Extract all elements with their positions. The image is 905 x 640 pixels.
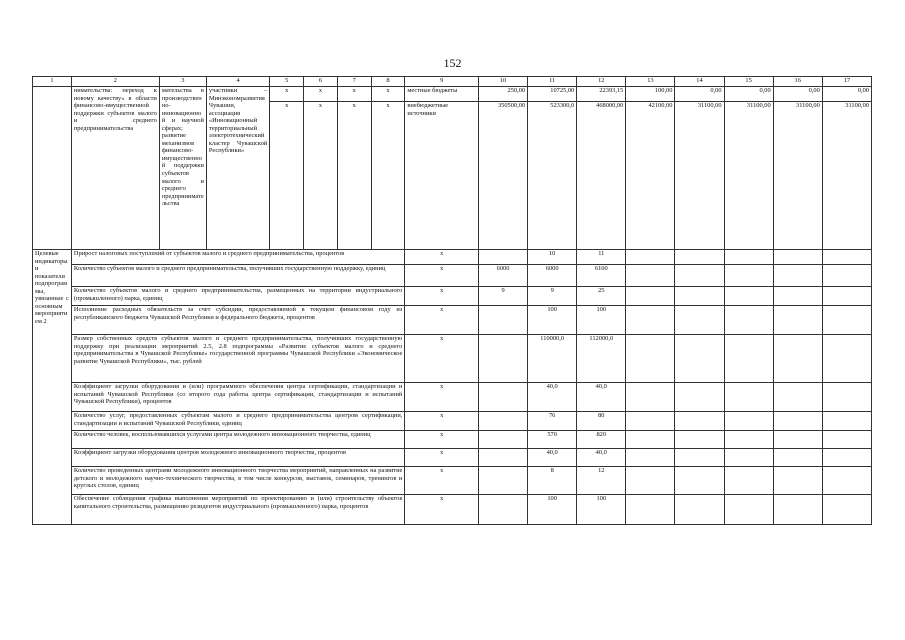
indicator-row xyxy=(33,383,872,412)
empty-value xyxy=(724,335,773,383)
empty-value xyxy=(773,412,822,431)
indicator-name: Количество субъектов малого и среднего предпринимательства, размещенных на территории индустриального (промышленного) парка, единиц xyxy=(71,287,404,306)
indicator-value: 40,0 xyxy=(577,449,626,467)
empty-value xyxy=(626,449,675,467)
indicator-name: Количество проведенных центрами молодежного инновационного творчества мероприятий, направленных на развитие детского и молодежного научно-технического творчества, в том числе конкурсов, выставок, семинаров, тренингов и круглых столов, единиц xyxy=(71,467,404,495)
amount-cell: 22393,15 xyxy=(577,87,626,102)
empty-value xyxy=(773,431,822,449)
indicator-value: 40,0 xyxy=(528,449,577,467)
indicator-value xyxy=(479,383,528,412)
empty-value xyxy=(773,287,822,306)
empty-value xyxy=(822,250,871,265)
indicator-row xyxy=(33,449,872,467)
empty-value xyxy=(675,449,724,467)
indicator-value: 820 xyxy=(577,431,626,449)
indicator-row xyxy=(33,495,872,525)
indicator-value: 570 xyxy=(528,431,577,449)
indicator-mark: х xyxy=(405,495,479,525)
indicator-mark: х xyxy=(405,431,479,449)
empty-value xyxy=(724,306,773,335)
amount-cell: 10725,00 xyxy=(528,87,577,102)
code-cell: х xyxy=(270,87,304,102)
empty-value xyxy=(626,495,675,525)
indicator-value xyxy=(479,306,528,335)
indicator-value: 110000,0 xyxy=(528,335,577,383)
amount-cell: 468000,00 xyxy=(577,102,626,250)
indicator-value: 112000,0 xyxy=(577,335,626,383)
empty-value xyxy=(675,306,724,335)
indicator-row xyxy=(33,335,872,383)
indicator-value: 100 xyxy=(528,495,577,525)
empty-value xyxy=(773,467,822,495)
empty-value xyxy=(822,495,871,525)
empty-value xyxy=(773,383,822,412)
empty-value xyxy=(724,431,773,449)
header-row xyxy=(33,77,872,87)
indicator-value: 10 xyxy=(528,250,577,265)
amount-cell: 250,00 xyxy=(479,87,528,102)
page-number: 152 xyxy=(443,56,462,70)
column-number: 5 xyxy=(270,77,304,87)
empty-value xyxy=(773,495,822,525)
indicator-value: 100 xyxy=(577,495,626,525)
empty-value xyxy=(626,250,675,265)
column-number: 3 xyxy=(159,77,206,87)
empty-value xyxy=(724,449,773,467)
empty-value xyxy=(626,431,675,449)
empty-value xyxy=(626,467,675,495)
amount-cell: 0,00 xyxy=(675,87,724,102)
indicator-name: Обеспечение соблюдения графика выполнения мероприятий по проектированию и (или) строительству объектов капитального строительства, размещению резидентов индустриального (промышленного) парка, процентов xyxy=(71,495,404,525)
event-name: нимательства: переход к новому качеству» в области финансово-имущественной поддержки субъектов малого и среднего предпринимательства xyxy=(71,87,159,250)
indicator-name: Размер собственных средств субъектов малого и среднего предпринимательства, получивших государственную поддержку при реализации мероприятий 2.5, 2.8 подпрограммы «Развитие субъектов малого и среднего предпринимательства в Чувашской Республике» государственной программы Чувашской Республики «Экономическое развитие Чувашской Республики», тыс. рублей xyxy=(71,335,404,383)
amount-cell: 100,00 xyxy=(626,87,675,102)
indicator-value: 9 xyxy=(528,287,577,306)
indicator-name: Количество услуг, предоставленных субъектам малого и среднего предпринимательства центром сертификации, стандартизации и испытаний Чувашской Республики, единиц xyxy=(71,412,404,431)
empty-value xyxy=(822,412,871,431)
amount-cell: 523300,0 xyxy=(528,102,577,250)
indicator-value: 40,0 xyxy=(528,383,577,412)
indicator-row xyxy=(33,306,872,335)
funding-source: внебюджетные источники xyxy=(405,102,479,250)
event-goal: мательства в производственно-инновационной и научной сферах; развитие механизмов финансово-имущественной поддержки субъектов малого и среднего предпринимательства xyxy=(159,87,206,250)
indicator-value: 6000 xyxy=(479,265,528,287)
empty-value xyxy=(675,250,724,265)
indicator-value: 40,0 xyxy=(577,383,626,412)
program-table xyxy=(32,76,872,525)
code-cell: х xyxy=(337,102,371,250)
column-number: 8 xyxy=(371,77,405,87)
indicator-mark: х xyxy=(405,335,479,383)
empty-value xyxy=(724,250,773,265)
amount-cell: 42100,00 xyxy=(626,102,675,250)
indicator-name: Количество субъектов малого и среднего предпринимательства, получивших государственную поддержку, единиц xyxy=(71,265,404,287)
empty-value xyxy=(675,383,724,412)
amount-cell: 31100,00 xyxy=(822,102,871,250)
column-number: 10 xyxy=(479,77,528,87)
empty-value xyxy=(724,495,773,525)
amount-cell: 31100,00 xyxy=(773,102,822,250)
indicator-value: 25 xyxy=(577,287,626,306)
indicator-mark: х xyxy=(405,287,479,306)
indicator-value: 11 xyxy=(577,250,626,265)
funding-row xyxy=(33,87,872,102)
amount-cell: 0,00 xyxy=(773,87,822,102)
code-cell: х xyxy=(270,102,304,250)
indicator-value xyxy=(479,412,528,431)
empty-value xyxy=(675,431,724,449)
indicator-value xyxy=(479,495,528,525)
empty-value xyxy=(773,306,822,335)
empty-value xyxy=(773,449,822,467)
column-number: 9 xyxy=(405,77,479,87)
indicator-value: 12 xyxy=(577,467,626,495)
blank-cell xyxy=(33,87,72,250)
empty-value xyxy=(724,467,773,495)
empty-value xyxy=(822,287,871,306)
indicator-name: Коэффициент загрузки оборудования центров молодежного инновационного творчества, процентов xyxy=(71,449,404,467)
indicator-row xyxy=(33,412,872,431)
code-cell: х xyxy=(371,102,405,250)
indicator-mark: х xyxy=(405,467,479,495)
column-number: 17 xyxy=(822,77,871,87)
empty-value xyxy=(675,495,724,525)
empty-value xyxy=(773,335,822,383)
indicator-value: 8 xyxy=(528,467,577,495)
column-number: 1 xyxy=(33,77,72,87)
indicator-name: Количество человек, воспользовавшихся услугами центра молодежного инновационного творчества, единиц xyxy=(71,431,404,449)
amount-cell: 31100,00 xyxy=(675,102,724,250)
funding-source: местные бюджеты xyxy=(405,87,479,102)
empty-value xyxy=(773,265,822,287)
empty-value xyxy=(626,306,675,335)
indicator-name: Коэффициент загрузки оборудования и (или) программного обеспечения центра сертификации, стандартизации и испытаний Чувашской Республики (со второго года работы центра сертификации, стандартизации и испытаний Чувашской Республики), процентов xyxy=(71,383,404,412)
indicator-mark: х xyxy=(405,306,479,335)
indicator-name: Исполнение расходных обязательств за счет субсидии, предоставляемой в текущем финансовом году из республиканского бюджета Чувашской Республики и федерального бюджета, процентов xyxy=(71,306,404,335)
code-cell: х xyxy=(337,87,371,102)
column-number: 11 xyxy=(528,77,577,87)
empty-value xyxy=(822,431,871,449)
empty-value xyxy=(822,449,871,467)
empty-value xyxy=(626,383,675,412)
indicator-row xyxy=(33,431,872,449)
empty-value xyxy=(626,335,675,383)
column-number: 4 xyxy=(206,77,269,87)
empty-value xyxy=(822,467,871,495)
indicators-label: Целевые индикаторы и показатели подпрограммы, увязанные с основным мероприятием 2 xyxy=(33,250,72,525)
indicator-name: Прирост налоговых поступлений от субъектов малого и среднего предпринимательства, процентов xyxy=(71,250,404,265)
indicator-row xyxy=(33,250,872,265)
column-number: 15 xyxy=(724,77,773,87)
column-number: 14 xyxy=(675,77,724,87)
empty-value xyxy=(724,265,773,287)
empty-value xyxy=(675,335,724,383)
empty-value xyxy=(675,265,724,287)
empty-value xyxy=(773,250,822,265)
indicator-value: 76 xyxy=(528,412,577,431)
indicator-value: 100 xyxy=(528,306,577,335)
indicator-mark: х xyxy=(405,250,479,265)
empty-value xyxy=(675,412,724,431)
column-number: 16 xyxy=(773,77,822,87)
empty-value xyxy=(675,287,724,306)
column-number: 13 xyxy=(626,77,675,87)
event-participants: участники – Минэкономразвития Чувашии, ассоциация «Инновационный территориальный электротехнический кластер Чувашской Республики» xyxy=(206,87,269,250)
amount-cell: 0,00 xyxy=(822,87,871,102)
empty-value xyxy=(626,265,675,287)
indicator-value xyxy=(479,250,528,265)
indicator-value xyxy=(479,335,528,383)
column-number: 7 xyxy=(337,77,371,87)
indicator-value: 6000 xyxy=(528,265,577,287)
indicator-value xyxy=(479,449,528,467)
empty-value xyxy=(626,287,675,306)
indicator-mark: х xyxy=(405,383,479,412)
indicator-row xyxy=(33,287,872,306)
indicator-value xyxy=(479,467,528,495)
indicator-mark: х xyxy=(405,449,479,467)
empty-value xyxy=(822,383,871,412)
empty-value xyxy=(626,412,675,431)
column-number: 6 xyxy=(304,77,338,87)
indicator-value xyxy=(479,431,528,449)
amount-cell: 31100,00 xyxy=(724,102,773,250)
indicator-value: 100 xyxy=(577,306,626,335)
code-cell: х xyxy=(371,87,405,102)
amount-cell: 0,00 xyxy=(724,87,773,102)
indicator-mark: х xyxy=(405,265,479,287)
indicator-mark: х xyxy=(405,412,479,431)
indicator-value: 9 xyxy=(479,287,528,306)
empty-value xyxy=(724,383,773,412)
empty-value xyxy=(822,265,871,287)
indicator-row xyxy=(33,467,872,495)
indicator-row xyxy=(33,265,872,287)
code-cell: х xyxy=(304,87,338,102)
empty-value xyxy=(675,467,724,495)
empty-value xyxy=(724,287,773,306)
indicator-value: 6100 xyxy=(577,265,626,287)
empty-value xyxy=(822,306,871,335)
amount-cell: 350500,00 xyxy=(479,102,528,250)
column-number: 12 xyxy=(577,77,626,87)
code-cell: х xyxy=(304,102,338,250)
empty-value xyxy=(822,335,871,383)
indicator-value: 80 xyxy=(577,412,626,431)
column-number: 2 xyxy=(71,77,159,87)
empty-value xyxy=(724,412,773,431)
